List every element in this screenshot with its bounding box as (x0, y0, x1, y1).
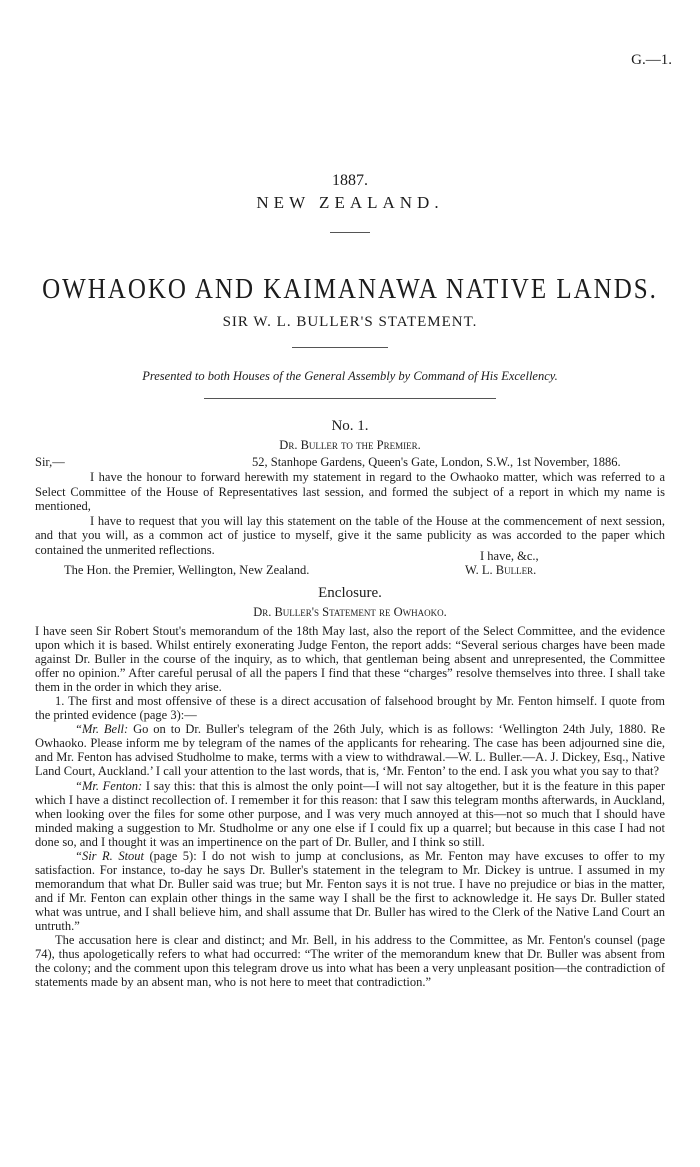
letter-recipient: The Hon. the Premier, Wellington, New Zealand. (64, 563, 310, 577)
letter-address: 52, Stanhope Gardens, Queen's Gate, London, S.W., 1st November, 1886. (252, 455, 621, 469)
presented-line: Presented to both Houses of the General Assembly by Command of His Excellency. (142, 369, 558, 383)
enclosure-paragraph: 1. The first and most offensive of these is a direct accusation of falsehood brought by Mr. Fenton himself. I quote from the printed evidence (page 3):— (35, 694, 665, 723)
enclosure-heading: Enclosure. (318, 585, 382, 601)
paper-reference: G.—1. (631, 52, 672, 68)
enclosure-body (35, 624, 665, 989)
letter-paragraph: I have the honour to forward herewith my statement in regard to the Owhaoko matter, which was referred to a Select Committee of the House of Representatives last session, and formed the subject of a report in which my name is mentioned, (35, 470, 665, 514)
letter-signature: W. L. Buller. (465, 563, 537, 577)
evidence-quote (35, 779, 665, 849)
year: 1887. (332, 172, 368, 189)
evidence-quote (35, 849, 665, 933)
divider-rule (204, 398, 496, 399)
enclosure-paragraph: The accusation here is clear and distinct; and Mr. Bell, in his address to the Committee, as Mr. Fenton's counsel (page 74), thus apologetically refers to what had occurred: “The writer of the memorandum knew that Dr. Buller was absent from the colony; and the comment upon this telegram drove us into what has been a very unpleasant position—the contradiction of statements made by an absent man, who is not here to meet that contradiction.” (35, 933, 665, 990)
quote-speaker: “Mr. Fenton: (75, 778, 143, 793)
quote-text: (page 5): I do not wish to jump at conclusions, as Mr. Fenton may have excuses to offer to my satisfaction. For instance, to-day he says Dr. Buller's statement in the telegram to Mr. Dickey is untrue. I assumed in my memorandum that what Dr. Buller said was true; but Mr. Fenton says it is not true. I have no prejudice or bias in the matter, and if Mr. Fenton can explain other things in the same way I shall be the first to acknowledge it. He says Dr. Buller stated what was untrue, and I shall believe him, and shall assume that Dr. Buller has wired to the Clerk of the Native Land Court an untruth.” (35, 848, 665, 933)
letter-body (35, 470, 665, 558)
letter-number: No. 1. (331, 418, 369, 434)
letter-closing: I have, &c., (480, 549, 539, 563)
quote-speaker: “Sir R. Stout (75, 848, 145, 863)
quote-speaker: “Mr. Bell: (75, 722, 129, 737)
evidence-quote (35, 722, 665, 778)
divider-rule (292, 347, 388, 348)
enclosure-paragraph: I have seen Sir Robert Stout's memorandum of the 18th May last, also the report of the Select Committee, and the evidence upon which it is based. Whilst entirely exonerating Judge Fenton, the report adds: “Several serious charges have been made against Dr. Buller in the course of the inquiry, as to which, that gentleman being absent and unrepresented, the Committee offer no opinion.” After careful perusal of all the papers I find that these “charges” resolve themselves into three. I shall take them in the order in which they arise. (35, 624, 665, 695)
letter-paragraph: I have to request that you will lay this statement on the table of the House at the commencement of next session, and that you will, as a common act of justice to myself, give it the same publicity as was accorded to the paper which contained the unmerited reflections. (35, 513, 665, 557)
document-subtitle: SIR W. L. BULLER'S STATEMENT. (222, 314, 478, 330)
letter-from-to: Dr. Buller to the Premier. (279, 438, 421, 452)
quote-text: Go on to Dr. Buller's telegram of the 26th July, which is as follows: ‘Wellington 24th July, 1880. Re Owhaoko. Please inform me by telegram of the names of the applicants for rehearing. The case has been adjourned sine die, and Mr. Fenton has advised Studholme to make, terms with a view to withdrawal.—W. L. Buller.—A. J. Dickey, Esq., Native Land Court, Auckland.’ I call your attention to the last words, that is, ‘Mr. Fenton’ to the end. I ask you what you say to that? (35, 722, 665, 779)
country-heading: NEW ZEALAND. (256, 193, 444, 212)
document-title: OWHAOKO AND KAIMANAWA NATIVE LANDS. (42, 273, 658, 305)
enclosure-subheading: Dr. Buller's Statement re Owhaoko. (253, 605, 447, 619)
letter-salutation: Sir,— (35, 455, 65, 469)
quote-text: I say this: that this is almost the only point—I will not say altogether, but it is the feature in this paper which I have a distinct recollection of. I remember it for this reason: that I saw this telegram months afterwards, in Auckland, when looking over the files for some other purpose, and I was very much annoyed at this—not so much that I should have minded making a suggestion to Mr. Studholme or any one else if I could fix up a quarrel; but because in this case I had not done so, and I thought it was an impertinence on the part of Dr. Buller, and I think so still. (35, 778, 665, 849)
divider-rule (330, 232, 370, 233)
